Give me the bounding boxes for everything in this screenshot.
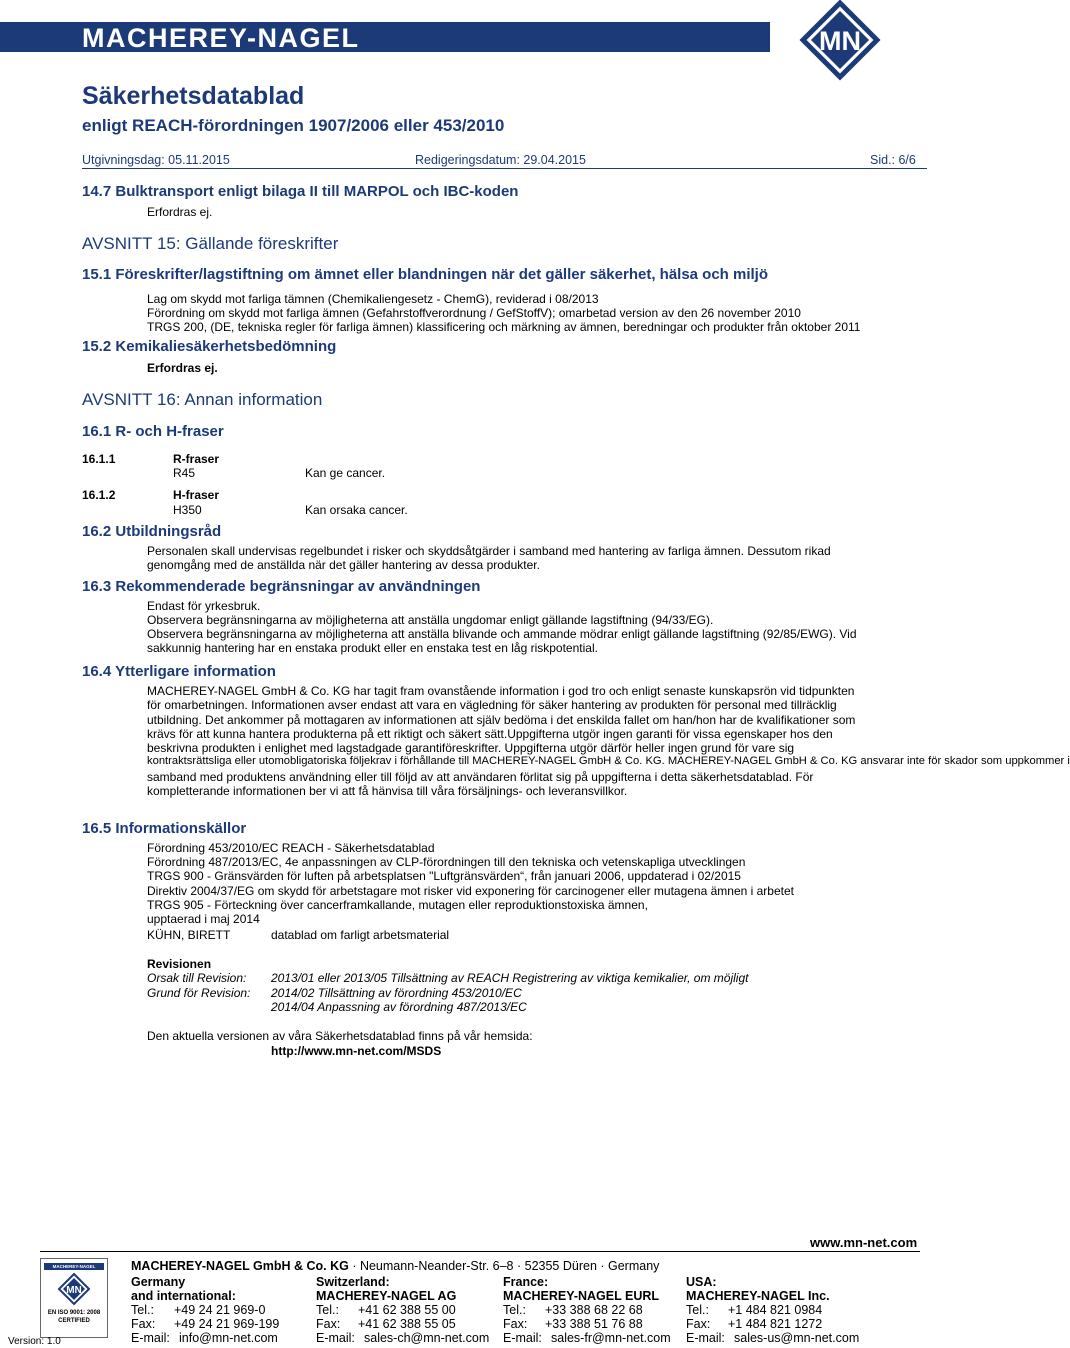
tel-value: +49 24 21 969-0 — [174, 1303, 266, 1317]
h-phrase-code: H350 — [173, 503, 202, 517]
fax-label: Fax: — [503, 1317, 528, 1331]
fax-value: +33 388 51 76 88 — [545, 1317, 643, 1331]
mn-logo-icon — [770, 0, 910, 80]
source-line: Direktiv 2004/37/EG om skydd för arbetstagare mot risker vid exponering för carcinogener eller mutagena ämnen i arbetet — [147, 884, 794, 898]
source-kuhn-text: datablad om farligt arbetsmaterial — [271, 928, 450, 942]
badge-certification: EN ISO 9001: 2008 CERTIFIED — [47, 1310, 101, 1324]
region-international: and international: — [131, 1289, 236, 1303]
section-16-3-line: Observera begränsningarna av möjligheterna att anställa ungdomar enligt gällande lagstiftning (94/33/EG). — [147, 613, 714, 627]
source-line: upptaerad i maj 2014 — [147, 912, 260, 926]
footer-divider — [40, 1251, 920, 1252]
source-line: Förordning 487/2013/EC, 4e anpassningen av CLP-förordningen till den tekniska och vetenskapliga utvecklingen — [147, 855, 746, 869]
section-16-3-title: 16.3 Rekommenderade begränsningar av användningen — [82, 578, 481, 595]
section-15-heading: AVSNITT 15: Gällande föreskrifter — [82, 234, 339, 253]
fax-value: +1 484 821 1272 — [728, 1317, 823, 1331]
r-phrase-desc: Kan ge cancer. — [305, 466, 386, 480]
email-label: E-mail: — [316, 1331, 355, 1345]
section-16-1-2-num: 16.1.2 — [82, 488, 116, 502]
section-14-7-title: 14.7 Bulktransport enligt bilaga II till MARPOL och IBC-koden — [82, 183, 519, 200]
fax-value: +49 24 21 969-199 — [174, 1317, 280, 1331]
fax-label: Fax: — [686, 1317, 711, 1331]
section-16-2-line: Personalen skall undervisas regelbundet i risker och skyddsåtgärder i samband med hantering av farliga ämnen. Dessutom rikad — [147, 544, 831, 558]
email-label: E-mail: — [503, 1331, 542, 1345]
email-value[interactable]: sales-ch@mn-net.com — [364, 1331, 490, 1345]
h-phrases-label: H-fraser — [173, 488, 220, 502]
section-15-1-line: TRGS 200, (DE, tekniska regler för farliga ämnen) klassificering och märkning av ämnen, beredningar och produkter från oktober 2011 — [147, 320, 861, 334]
section-15-1-line: Förordning om skydd mot farliga ämnen (Gefahrstoffverordnung / GefStoffV); omarbetad version av den 26 november 2010 — [147, 306, 801, 320]
revision-reason-text: 2013/01 eller 2013/05 Tillsättning av REACH Registrering av viktiga kemikalier, om möjligt — [271, 971, 749, 985]
region-switzerland: Switzerland: — [316, 1275, 390, 1289]
section-14-7-text: Erfordras ej. — [147, 205, 213, 219]
section-16-4-line: samband med produktens användning eller till följd av att användaren förlitat sig på uppgifterna i detta säkerhetsdatablad. För — [147, 770, 814, 784]
company-name: MACHEREY-NAGEL GmbH & Co. KG — [131, 1259, 349, 1273]
region-germany: Germany — [131, 1275, 186, 1289]
header-divider — [82, 168, 927, 169]
region-france: France: — [503, 1275, 549, 1289]
section-16-2-line: genomgång med de anställda när det gäller hantering av dessa produkter. — [147, 558, 540, 572]
revision-basis-line: 2014/02 Tillsättning av förordning 453/2010/EC — [271, 986, 522, 1000]
tel-label: Tel.: — [316, 1303, 339, 1317]
badge-brand: MACHEREY-NAGEL — [52, 1264, 96, 1269]
tel-label: Tel.: — [503, 1303, 526, 1317]
section-16-4-line: utbildning. Det ankommer på mottagaren av informationen att själv bedöma i det enskilda fallet om han/hon har de kvalifikationer som — [147, 713, 856, 727]
version-label: Version: 1.0 — [8, 1336, 61, 1347]
footer-website[interactable]: www.mn-net.com — [810, 1235, 918, 1250]
source-kuhn-name: KÜHN, BIRETT — [147, 928, 231, 942]
section-16-3-line: Observera begränsningarna av möjligheterna att anställa blivande och ammande mödrar enligt gällande lagstiftning (92/85/EWG). Vid — [147, 627, 857, 641]
tel-value: +33 388 68 22 68 — [545, 1303, 643, 1317]
email-label: E-mail: — [131, 1331, 170, 1345]
section-16-2-title: 16.2 Utbildningsråd — [82, 523, 222, 540]
section-16-4-line: krävs för att kunna hantera produkterna på ett riktigt och säkert sätt.Uppgifterna utgör ingen garanti för vissa egenskaper hos den — [147, 727, 833, 741]
logo-text: MN — [819, 26, 861, 56]
email-label: E-mail: — [686, 1331, 725, 1345]
iso-badge — [40, 1258, 108, 1338]
company-address: · Neumann-Neander-Str. 6–8 · 52355 Düren · Germany — [348, 1259, 660, 1273]
document-subtitle: enligt REACH-förordningen 1907/2006 eller 453/2010 — [82, 116, 505, 135]
revision-title: Revisionen — [147, 957, 212, 971]
fax-value: +41 62 388 55 05 — [358, 1317, 456, 1331]
r-phrase-code: R45 — [173, 466, 196, 480]
issue-date: Utgivningsdag: 05.11.2015 — [82, 153, 230, 167]
tel-value: +41 62 388 55 00 — [358, 1303, 456, 1317]
current-version-text: Den aktuella versionen av våra Säkerhetsdatablad finns på vår hemsida: — [147, 1029, 533, 1043]
revision-basis-line: 2014/04 Anpassning av förordning 487/2013/EC — [271, 1000, 527, 1014]
h-phrase-desc: Kan orsaka cancer. — [305, 503, 408, 517]
r-phrases-label: R-fraser — [173, 452, 220, 466]
revision-basis-label: Grund för Revision: — [147, 986, 251, 1000]
section-16-3-line: sakkunnig hantering har en enstaka produkt eller en enstaka test en låg riskpotential. — [147, 641, 598, 655]
section-16-4-line: för omarbetningen. Informationen avser endast att vara en vägledning för säker hantering av produkten för personal med tillräcklig — [147, 698, 837, 712]
footer-company — [131, 1259, 659, 1273]
document-title: Säkerhetsdatablad — [82, 82, 305, 110]
fax-label: Fax: — [316, 1317, 341, 1331]
tel-label: Tel.: — [686, 1303, 709, 1317]
source-line: TRGS 900 - Gränsvärden för luften på arbetsplatsen "Luftgränsvärden“, från januari 2006, uppdaterad i 02/2015 — [147, 869, 741, 883]
section-15-1-line: Lag om skydd mot farliga tämnen (Chemikaliengesetz - ChemG), reviderad i 08/2013 — [147, 292, 599, 306]
page-number: Sid.: 6/6 — [870, 153, 916, 167]
section-16-3-line: Endast för yrkesbruk. — [147, 599, 261, 613]
company-fr: MACHEREY-NAGEL EURL — [503, 1289, 660, 1303]
email-value[interactable]: info@mn-net.com — [179, 1331, 278, 1345]
brand-name: MACHEREY-NAGEL — [82, 23, 360, 53]
section-16-4-line: kontraktsrättsliga eller utomobligatoriska följekrav i förhållande till MACHEREY-NAGEL GmbH & Co. KG. MACHEREY-NAGEL GmbH & Co. KG ansvarar inte för skador som uppkommer i — [147, 755, 1070, 767]
source-line: Förordning 453/2010/EC REACH - Säkerhetsdatablad — [147, 841, 435, 855]
section-15-1-title: 15.1 Föreskrifter/lagstiftning om ämnet eller blandningen när det gäller säkerhet, hälsa och miljö — [82, 266, 769, 283]
company-us: MACHEREY-NAGEL Inc. — [686, 1289, 830, 1303]
fax-label: Fax: — [131, 1317, 156, 1331]
section-16-heading: AVSNITT 16: Annan information — [82, 390, 323, 409]
section-15-2-text: Erfordras ej. — [147, 361, 218, 375]
email-value[interactable]: sales-us@mn-net.com — [734, 1331, 860, 1345]
section-16-4-line: kompletterande informationen ber vi att få hänvisa till våra försäljnings- och leveransvillkor. — [147, 784, 628, 798]
edit-date: Redigeringsdatum: 29.04.2015 — [415, 153, 586, 167]
section-15-2-title: 15.2 Kemikaliesäkerhetsbedömning — [82, 338, 337, 355]
section-16-4-title: 16.4 Ytterligare information — [82, 663, 276, 680]
tel-value: +1 484 821 0984 — [728, 1303, 823, 1317]
svg-text:MN: MN — [66, 1285, 82, 1296]
section-16-1-title: 16.1 R- och H-fraser — [82, 423, 224, 440]
section-16-5-title: 16.5 Informationskällor — [82, 820, 247, 837]
source-line: TRGS 905 - Förteckning över cancerframkallande, mutagen eller reproduktionstoxiska ämnen, — [147, 898, 648, 912]
section-16-1-1-num: 16.1.1 — [82, 452, 116, 466]
msds-link[interactable]: http://www.mn-net.com/MSDS — [271, 1044, 442, 1058]
badge-logo-icon — [58, 1273, 90, 1305]
section-16-4-line: beskrivna produkten i enlighet med lagstadgade garantiföreskrifter. Uppgifterna utgör därför heller ingen grund för vare sig — [147, 741, 795, 755]
email-value[interactable]: sales-fr@mn-net.com — [551, 1331, 671, 1345]
company-ch: MACHEREY-NAGEL AG — [316, 1289, 457, 1303]
tel-label: Tel.: — [131, 1303, 154, 1317]
section-16-4-line: MACHEREY-NAGEL GmbH & Co. KG har tagit fram ovanstående information i god tro och enligt senaste kunskapsrön vid tidpunkten — [147, 684, 855, 698]
region-usa: USA: — [686, 1275, 717, 1289]
revision-reason-label: Orsak till Revision: — [147, 971, 247, 985]
